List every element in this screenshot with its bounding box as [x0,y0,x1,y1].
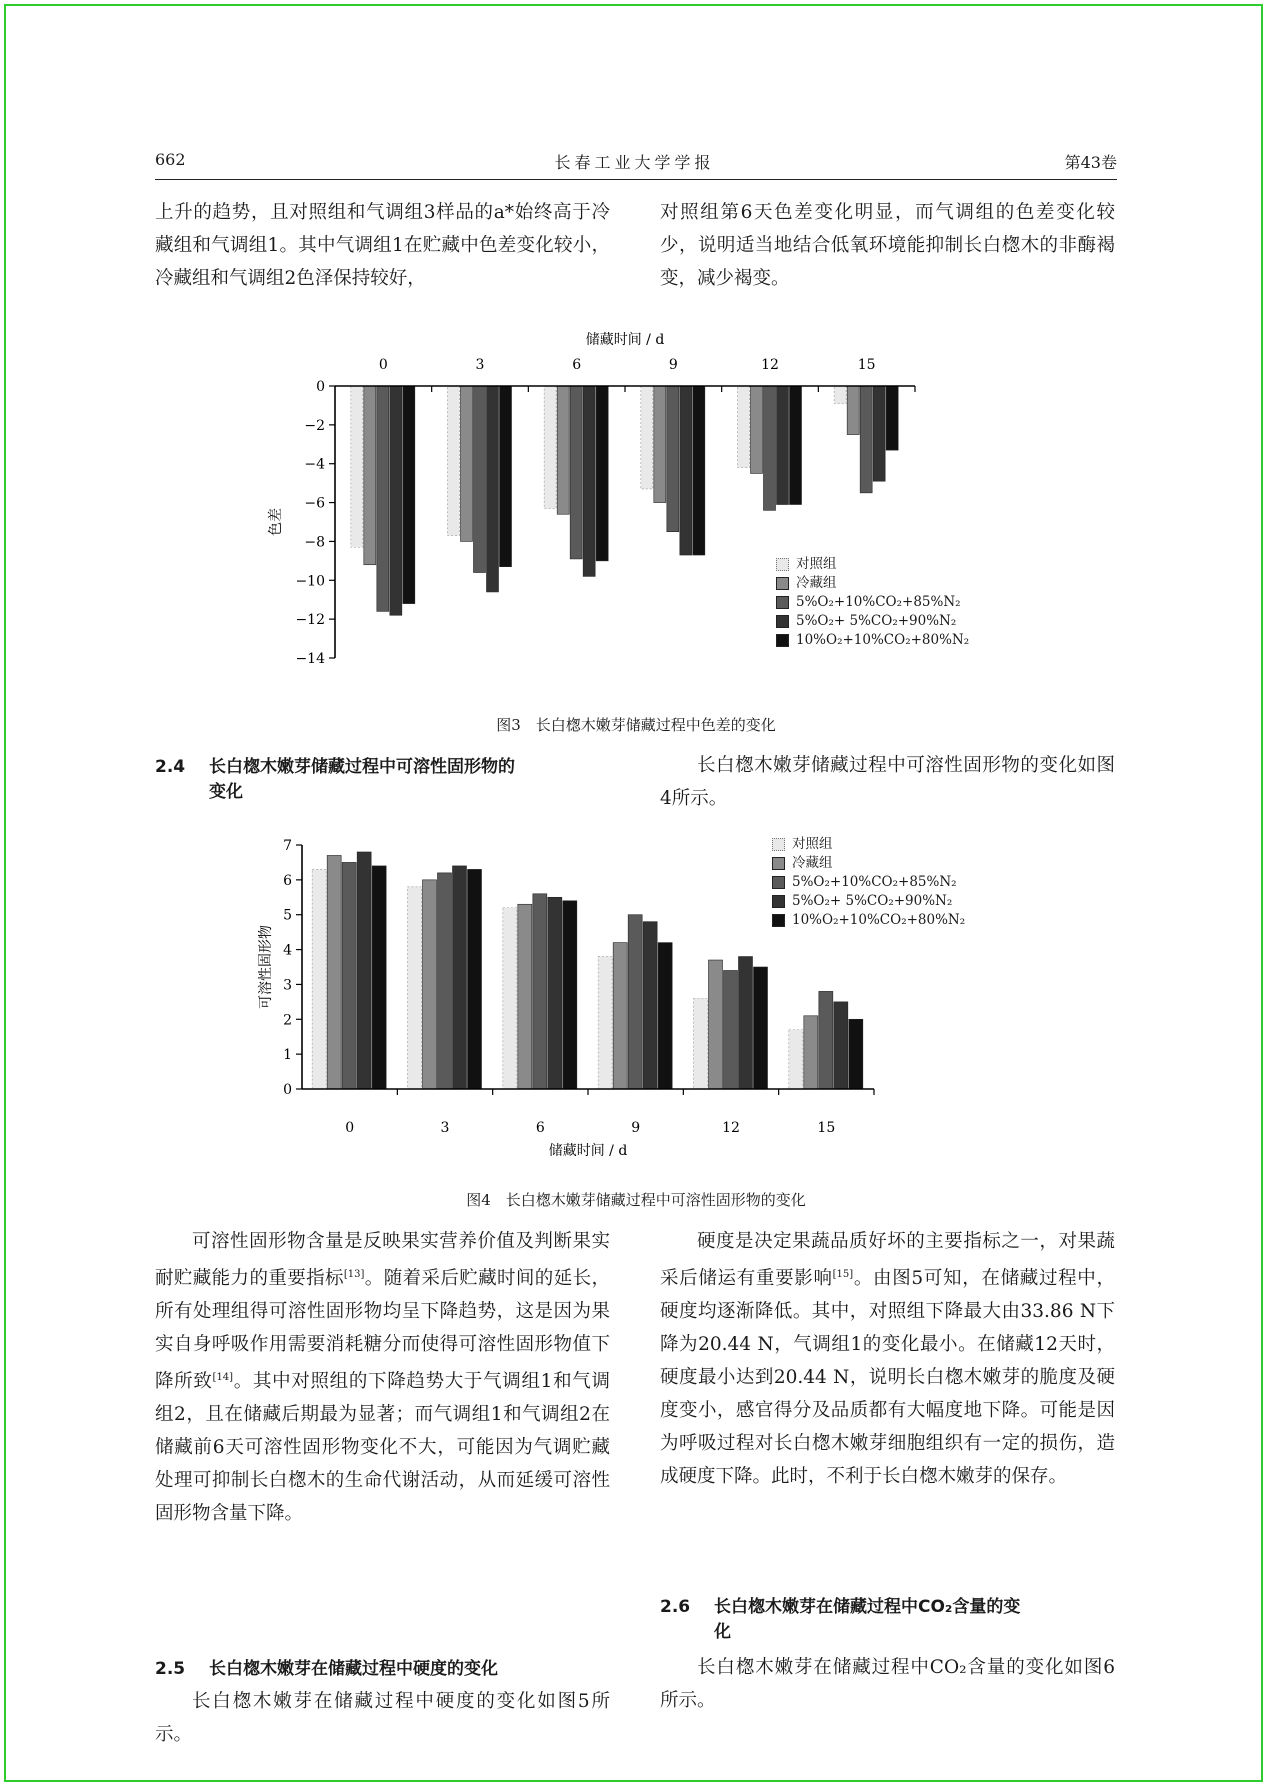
bar-3-day-9 [628,915,642,1089]
section-2-5-title: 长白楤木嫩芽在储藏过程中硬度的变化 [209,1659,498,1679]
bar-3-day-0 [377,386,389,611]
citation-15: [15] [832,1269,854,1280]
legend-swatch [776,558,789,571]
paragraph-hardness-text-b: 。由图5可知，在储藏过程中，硬度均逐渐降低。其中，对照组下降最大由33.86 N下降为20.44 N，气调组1的变化最小。在储藏12天时，硬度最小达到20.44 N，说明长白楤木嫩芽的脆度及硬度变小，感官得分及品质都有大幅度地下降。可能是因为呼吸过程对长白楤木嫩芽细胞组织有一定的损伤，造成硬度下降。此时，不利于长白楤木嫩芽的保存。 [660,1268,1115,1488]
legend-label: 冷藏组 [792,855,833,871]
legend-swatch [772,895,785,908]
y-tick-label: −4 [304,456,325,473]
y-tick-label: 7 [283,838,292,854]
bar-3-day-12 [764,386,776,510]
bar-1-day-0 [312,869,326,1089]
x-tick-label: 15 [857,357,876,373]
section-2-6-title-line1: 长白楤木嫩芽在储藏过程中CO₂含量的变 [714,1597,1021,1617]
legend-label: 对照组 [796,556,837,572]
section-2-6-heading [660,1595,1120,1645]
legend-item [772,892,965,911]
bar-2-day-15 [804,1016,818,1089]
bar-5-day-3 [468,869,482,1089]
citation-14: [14] [212,1372,234,1384]
header-rule [155,179,1117,180]
bar-5-day-0 [372,866,386,1089]
legend-swatch [776,596,789,609]
bar-2-day-9 [613,943,627,1089]
legend-item [776,555,969,574]
legend-label: 5%O₂+10%CO₂+85%N₂ [792,874,957,890]
bar-5-day-12 [754,967,768,1089]
legend-item [776,593,969,612]
bar-5-day-12 [790,386,802,505]
bar-4-day-3 [487,386,499,592]
x-axis-title: 储藏时间 / d [548,1143,628,1159]
bar-4-day-0 [357,852,371,1089]
bar-2-day-6 [557,386,569,514]
x-tick-label: 6 [572,357,582,373]
legend-swatch [772,838,785,851]
bar-4-day-3 [453,866,467,1089]
bar-3-day-15 [860,386,872,493]
bar-5-day-6 [596,386,608,561]
section-2-4-title-line2: 变化 [209,782,243,802]
bar-4-day-6 [583,386,595,576]
bar-5-day-15 [886,386,898,450]
citation-13: [13] [343,1269,365,1280]
x-tick-label: 3 [440,1120,450,1136]
bar-4-day-12 [777,386,789,505]
bar-3-day-0 [342,862,356,1089]
legend-item [772,854,965,873]
x-tick-label: 6 [535,1120,545,1136]
bar-4-day-6 [548,897,562,1089]
x-tick-label: 12 [722,1120,740,1136]
bar-1-day-9 [598,957,612,1089]
bar-3-day-15 [819,991,833,1089]
bar-2-day-12 [751,386,763,473]
legend-label: 10%O₂+10%CO₂+80%N₂ [792,912,966,928]
bar-2-day-3 [423,880,437,1089]
legend-swatch [776,615,789,628]
y-tick-label: 5 [283,907,292,924]
x-tick-label: 0 [345,1120,355,1136]
bar-4-day-0 [390,386,402,615]
legend-swatch [772,914,785,927]
bar-2-day-0 [327,855,341,1089]
section-2-5-number: 2.5 [155,1659,186,1679]
y-tick-label: −10 [295,573,325,590]
bar-4-day-15 [873,386,885,481]
legend-label: 5%O₂+10%CO₂+85%N₂ [796,594,961,610]
x-tick-label: 3 [475,357,485,373]
bar-1-day-15 [834,386,846,403]
bar-1-day-12 [694,998,708,1089]
legend-item [772,873,965,892]
legend-item [772,911,965,930]
bar-5-day-15 [849,1019,863,1089]
y-tick-label: 3 [283,977,292,994]
bar-1-day-3 [448,386,460,536]
bar-1-day-0 [351,386,363,547]
bar-4-day-9 [680,386,692,555]
bar-4-day-15 [834,1002,848,1089]
x-tick-label: 9 [631,1120,641,1136]
bar-4-day-9 [643,922,657,1089]
volume-label: 第43卷 [1064,153,1117,172]
y-tick-label: −6 [304,495,325,512]
figure-4-caption: 图4 长白楤木嫩芽储藏过程中可溶性固形物的变化 [466,1191,806,1209]
bar-5-day-3 [500,386,512,567]
paragraph-top-right: 对照组第6天色差变化明显，而气调组的色差变化较少，说明适当地结合低氧环境能抑制长白楤木的非酶褐变，减少褐变。 [660,202,1115,289]
bar-2-day-6 [518,904,532,1089]
paragraph-fig4-intro: 长白楤木嫩芽储藏过程中可溶性固形物的变化如图4所示。 [660,755,1115,809]
section-2-4-heading [155,755,615,805]
paragraph-fig6-intro: 长白楤木嫩芽在储藏过程中CO₂含量的变化如图6所示。 [660,1657,1115,1711]
legend-label: 5%O₂+ 5%CO₂+90%N₂ [796,613,957,629]
bar-2-day-0 [364,386,376,565]
bar-3-day-6 [533,894,547,1089]
y-tick-label: 0 [316,379,325,395]
page-number: 662 [155,150,186,169]
bar-2-day-12 [709,960,723,1089]
legend-label: 对照组 [792,836,833,852]
bar-2-day-15 [847,386,859,435]
legend-item [772,835,965,854]
bar-1-day-3 [408,887,422,1089]
paragraph-soluble-solids-text-b: 。随着采后贮藏时间的延长，所有处理组得可溶性固形物均呈下降趋势，这是因为果实自身呼吸作用需要消耗糖分而使得可溶性固形物值下降所致 [155,1268,610,1393]
journal-title: 长春工业大学学报 [554,153,715,172]
bar-3-day-9 [667,386,679,532]
section-2-5-heading [155,1657,615,1682]
y-tick-label: −2 [304,417,325,434]
y-tick-label: −14 [295,651,325,667]
bar-1-day-6 [544,386,556,508]
bar-3-day-3 [474,386,486,573]
x-tick-label: 15 [817,1120,836,1136]
bar-1-day-9 [641,386,653,489]
legend-label: 5%O₂+ 5%CO₂+90%N₂ [792,893,953,909]
bar-1-day-12 [738,386,750,468]
figure-4-legend [772,835,965,930]
section-2-6-title-line2: 化 [714,1622,731,1642]
y-axis-title: 色差 [268,508,284,536]
bar-2-day-3 [461,386,473,541]
bar-3-day-6 [570,386,582,559]
y-tick-label: 0 [283,1082,292,1098]
x-tick-label: 9 [668,357,678,373]
legend-item [776,612,969,631]
y-tick-label: 1 [283,1047,292,1064]
x-tick-label: 12 [761,357,779,373]
legend-label: 10%O₂+10%CO₂+80%N₂ [796,632,970,648]
figure-3-legend [776,555,969,650]
section-2-6-number: 2.6 [660,1597,691,1617]
paragraph-top-left: 上升的趋势，且对照组和气调组3样品的a*始终高于冷藏组和气调组1。其中气调组1在贮藏中色差变化较小，冷藏组和气调组2色泽保持较好， [155,202,610,289]
bar-4-day-12 [739,957,753,1089]
legend-swatch [776,577,789,590]
bar-1-day-15 [789,1030,803,1089]
y-tick-label: 2 [283,1012,292,1029]
y-tick-label: −12 [295,612,325,629]
bar-3-day-3 [438,873,452,1089]
bar-5-day-9 [693,386,705,555]
y-axis-title: 可溶性固形物 [258,925,274,1009]
bar-1-day-6 [503,908,517,1089]
paragraph-soluble-solids [155,1225,610,1530]
x-tick-label: 0 [378,357,388,373]
figure-3-caption: 图3 长白楤木嫩芽储藏过程中色差的变化 [496,716,776,734]
paragraph-fig5-intro: 长白楤木嫩芽在储藏过程中硬度的变化如图5所示。 [155,1691,610,1745]
bar-5-day-0 [403,386,415,604]
bar-3-day-12 [724,970,738,1089]
legend-swatch [776,634,789,647]
y-tick-label: 4 [283,942,292,959]
bar-5-day-6 [563,901,577,1089]
bar-5-day-9 [658,943,672,1089]
paragraph-hardness [660,1225,1115,1493]
legend-item [776,574,969,593]
bar-2-day-9 [654,386,666,503]
section-2-4-number: 2.4 [155,757,186,777]
legend-label: 冷藏组 [796,575,837,591]
paragraph-hardness-text-a: 硬度是决定果蔬品质好坏的主要指标之一，对果蔬采后储运有重要影响 [660,1231,1115,1290]
x-axis-title: 储藏时间 / d [585,332,665,348]
legend-swatch [772,857,785,870]
paragraph-soluble-solids-text-c: 。其中对照组的下降趋势大于气调组1和气调组2，且在储藏后期最为显著；而气调组1和气调组2在储藏前6天可溶性固形物变化不大，可能因为气调贮藏处理可抑制长白楤木的生命代谢活动，从而延缓可溶性固形物含量下降。 [155,1371,610,1525]
y-tick-label: −8 [304,534,325,551]
y-tick-label: 6 [283,872,292,889]
legend-item [776,631,969,650]
paragraph-soluble-solids-text-a: 可溶性固形物含量是反映果实营养价值及判断果实耐贮藏能力的重要指标 [155,1231,610,1290]
section-2-4-title-line1: 长白楤木嫩芽储藏过程中可溶性固形物的 [209,757,515,777]
legend-swatch [772,876,785,889]
